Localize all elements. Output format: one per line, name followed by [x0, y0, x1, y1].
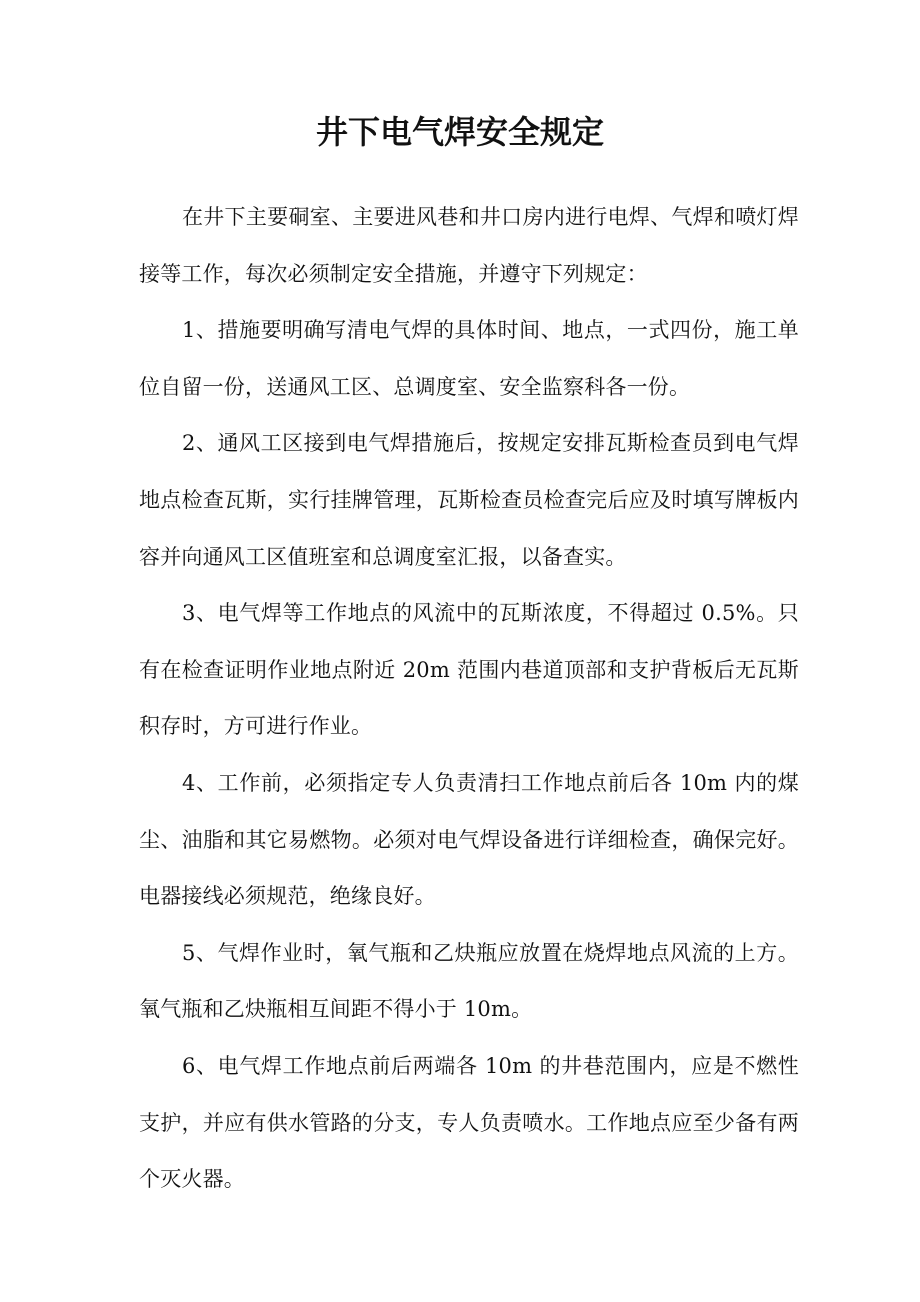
rule-item-1: 1、措施要明确写清电气焊的具体时间、地点，一式四份，施工单位自留一份，送通风工区、总调度室、安全监察科各一份。 — [139, 318, 799, 399]
rule-item-3: 3、电气焊等工作地点的风流中的瓦斯浓度，不得超过 0.5%。只有在检查证明作业地点附近 20m 范围内巷道顶部和支护背板后无瓦斯积存时，方可进行作业。 — [139, 601, 799, 739]
document-title: 井下电气焊安全规定 — [315, 113, 604, 151]
rule-item-5: 5、气焊作业时，氧气瓶和乙炔瓶应放置在烧焊地点风流的上方。氧气瓶和乙炔瓶相互间距不得小于 10m。 — [139, 940, 799, 1022]
rule-item-2: 2、通风工区接到电气焊措施后，按规定安排瓦斯检查员到电气焊地点检查瓦斯，实行挂牌管理，瓦斯检查员检查完后应及时填写牌板内容并向通风工区值班室和总调度室汇报，以备查实。 — [139, 431, 799, 569]
rule-item-6: 6、电气焊工作地点前后两端各 10m 的井巷范围内，应是不燃性支护，并应有供水管路的分支，专人负责喷水。工作地点应至少备有两个灭火器。 — [139, 1053, 799, 1192]
rule-item-4: 4、工作前，必须指定专人负责清扫工作地点前后各 10m 内的煤尘、油脂和其它易燃物。必须对电气焊设备进行详细检查，确保完好。电器接线必须规范，绝缘良好。 — [139, 770, 799, 909]
intro-paragraph: 在井下主要硐室、主要进风巷和井口房内进行电焊、气焊和喷灯焊接等工作，每次必须制定安全措施，并遵守下列规定： — [139, 205, 799, 286]
document-body — [139, 189, 799, 1208]
